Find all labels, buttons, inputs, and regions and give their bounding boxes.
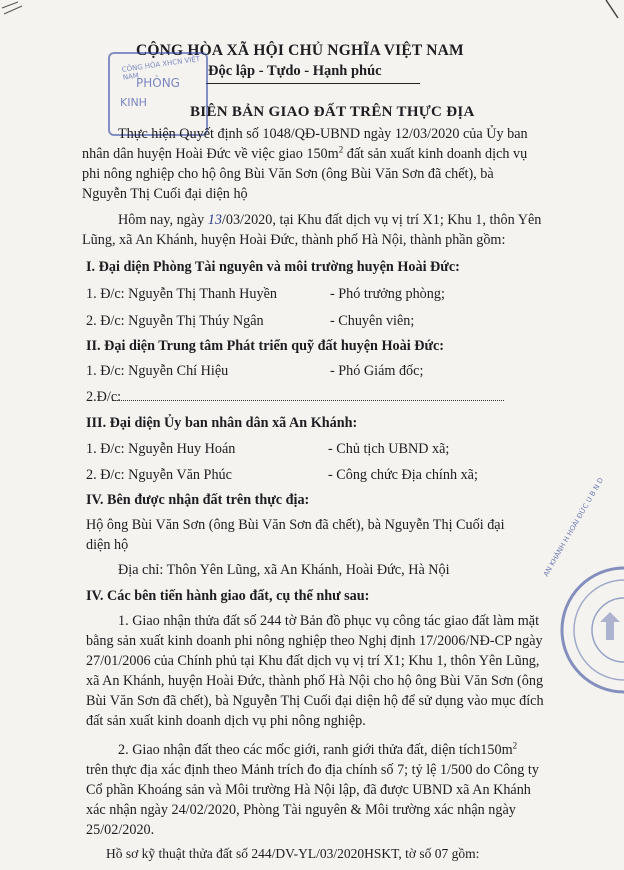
document-title: BIÊN BẢN GIAO ĐẤT TRÊN THỰC ĐỊA bbox=[190, 104, 475, 120]
p1-line3: 27/01/2006 của Chính phủ tại Khu đất dịch vụ vị trí X1; Khu 1, thôn Yên Lũng, bbox=[86, 653, 540, 669]
p2-line4: xác nhận ngày 24/02/2020, Phòng Tài nguyên & Môi trường xác nhận ngày bbox=[86, 802, 516, 818]
superscript-2: 2 bbox=[338, 144, 344, 155]
section3-heading: III. Đại diện Ủy ban nhân dân xã An Khánh: bbox=[86, 415, 358, 431]
section4-address: Địa chỉ: Thôn Yên Lũng, xã An Khánh, Hoài Đức, Hà Nội bbox=[118, 562, 450, 578]
section3-member1-role: - Chủ tịch UBND xã; bbox=[328, 441, 450, 457]
section3-member2-role: - Công chức Địa chính xã; bbox=[328, 467, 478, 483]
intro-line-3: phi nông nghiệp cho hộ ông Bùi Văn Sơn (ông Bùi Văn Sơn đã chết), bà bbox=[82, 166, 494, 182]
stamp-arc-text: CÔNG HÒA XHCN VIỆT NAM bbox=[121, 54, 201, 82]
section1-member2-name: 2. Đ/c: Nguyễn Thị Thúy Ngân bbox=[86, 313, 264, 329]
p2-superscript-2: 2 bbox=[512, 740, 518, 751]
intro-line-2b: đất sản xuất kinh doanh dịch vụ bbox=[343, 146, 528, 162]
section1-member1-role: - Phó trưởng phòng; bbox=[330, 286, 445, 302]
intro-line-1: Thực hiện Quyết định số 1048/QĐ-UBND ngày 12/03/2020 của Ủy ban bbox=[118, 126, 528, 142]
motto: Độc lập - Tựdo - Hạnh phúc bbox=[208, 63, 382, 79]
section1-member2-role: - Chuyên viên; bbox=[330, 313, 415, 329]
blank-dotted-line bbox=[112, 390, 504, 401]
p1-line6: đất sản xuất kinh doanh dịch vụ phi nông nghiệp. bbox=[86, 713, 366, 729]
scratch-mark-icon bbox=[0, 0, 40, 30]
section2-member1-role: - Phó Giám đốc; bbox=[330, 363, 424, 379]
section2-member2-name: 2.Đ/c: bbox=[86, 389, 122, 405]
section3-member1-name: 1. Đ/c: Nguyễn Huy Hoán bbox=[86, 441, 236, 457]
section5-heading: IV. Các bên tiến hành giao đất, cụ thể như sau: bbox=[86, 588, 370, 604]
stamp-label: PHÒNG bbox=[136, 76, 180, 90]
section4-line2: diện hộ bbox=[86, 537, 129, 553]
p1-line2: bằng sản xuất kinh doanh phi nông nghiệp theo Nghị định 17/2006/NĐ-CP ngày bbox=[86, 633, 543, 649]
motto-underline bbox=[206, 83, 420, 84]
p2-line1-text: 2. Giao nhận đất theo các mốc giới, ranh giới thửa đất, diện tích150m bbox=[118, 742, 513, 758]
today-line-2: Lũng, xã An Khánh, huyện Hoài Đức, thành phố Hà Nội, thành phần gồm: bbox=[82, 232, 506, 248]
intro-line-4: Nguyễn Thị Cuối đại diện hộ bbox=[82, 186, 248, 202]
section3-member2-name: 2. Đ/c: Nguyễn Văn Phúc bbox=[86, 467, 232, 483]
stamp-phong-icon bbox=[108, 52, 208, 136]
today-prefix: Hôm nay, ngày bbox=[118, 212, 208, 228]
p2-line3: Cổ phần Khoáng sản và Môi trường Hà Nội lập, đã được UBND xã An Khánh bbox=[86, 782, 531, 798]
stamp-right-text: AN KHÁNH H HOÀI ĐỨC U B N D bbox=[542, 476, 606, 578]
p2-line5: 25/02/2020. bbox=[86, 822, 155, 838]
handwritten-day: 13 bbox=[207, 212, 222, 228]
corner-mark-icon bbox=[596, 0, 624, 40]
section1-heading: I. Đại diện Phòng Tài nguyên và môi trường huyện Hoài Đức: bbox=[86, 259, 460, 275]
stamp-label2: KINH bbox=[120, 96, 147, 109]
intro-line-2 bbox=[82, 145, 527, 163]
section2-heading: II. Đại diện Trung tâm Phát triển quỹ đất huyện Hoài Đức: bbox=[86, 338, 444, 354]
section4-heading: IV. Bên được nhận đất trên thực địa: bbox=[86, 492, 310, 508]
stamp-ubnd-icon bbox=[540, 476, 624, 700]
p3-line: Hồ sơ kỹ thuật thửa đất số 244/DV-YL/03/2020HSKT, tờ số 07 gồm: bbox=[106, 846, 480, 861]
country-heading: CỘNG HÒA XÃ HỘI CHỦ NGHĨA VIỆT NAM bbox=[136, 42, 464, 59]
section4-line1: Hộ ông Bùi Văn Sơn (ông Bùi Văn Sơn đã chết), bà Nguyễn Thị Cuối đại bbox=[86, 517, 505, 533]
today-rest: /03/2020, tại Khu đất dịch vụ vị trí X1; Khu 1, thôn Yên bbox=[221, 212, 542, 228]
p2-line2: trên thực địa xác định theo Mảnh trích đo địa chính số 7; tỷ lệ 1/500 do Công ty bbox=[86, 762, 539, 778]
p1-line1: 1. Giao nhận thửa đất số 244 tờ Bản đồ phục vụ công tác giao đất làm mặt bbox=[118, 613, 540, 629]
section2-member1-name: 1. Đ/c: Nguyễn Chí Hiệu bbox=[86, 363, 229, 379]
p1-line5: Bùi Văn Sơn đã chết), bà Nguyễn Thị Cuối đại diện hộ để sử dụng vào mục đích bbox=[86, 693, 544, 709]
today-line-1 bbox=[118, 211, 541, 229]
intro-line-2a: nhân dân huyện Hoài Đức về việc giao 150m bbox=[82, 146, 339, 162]
p1-line4: xã An Khánh, huyện Hoài Đức, thành phố Hà Nội cho hộ ông Bùi Văn Sơn (ông bbox=[86, 673, 544, 689]
p2-line1 bbox=[118, 741, 517, 759]
section1-member1-name: 1. Đ/c: Nguyễn Thị Thanh Huyền bbox=[86, 286, 277, 302]
